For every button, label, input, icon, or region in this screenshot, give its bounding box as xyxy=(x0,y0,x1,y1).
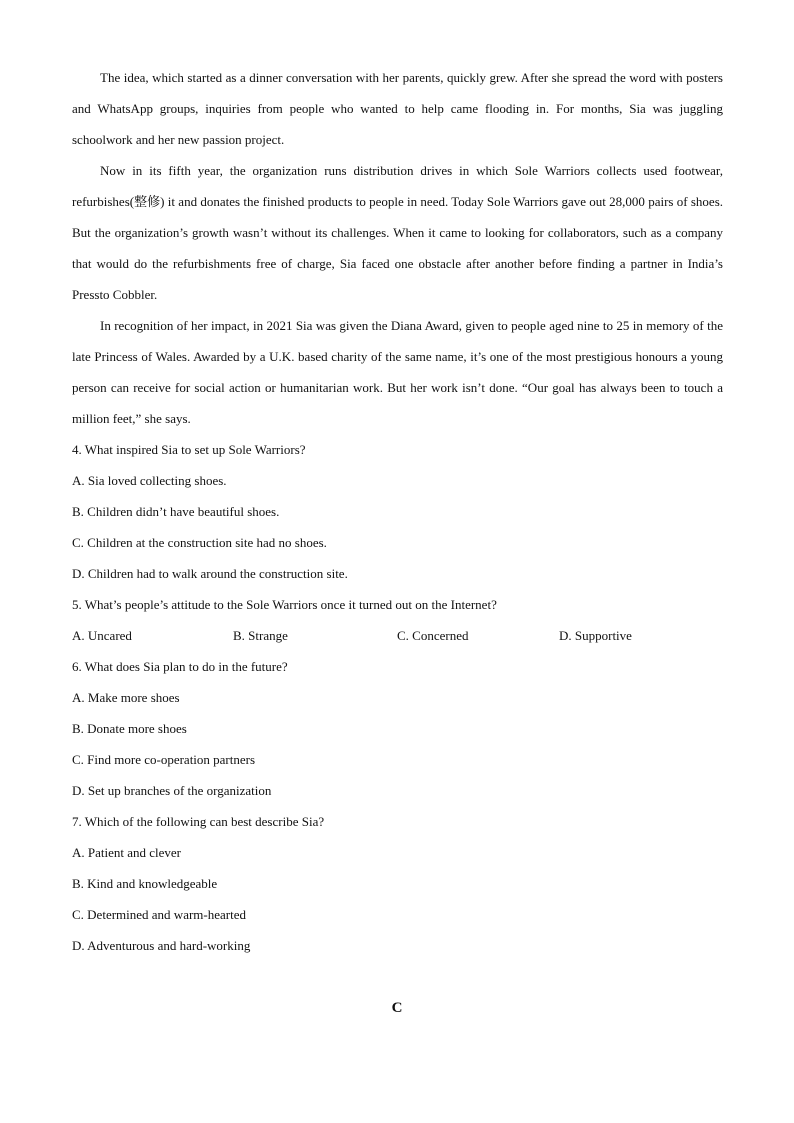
option: D. Children had to walk around the construction site. xyxy=(72,566,348,581)
section-heading: C xyxy=(391,1000,403,1016)
option: B. Strange xyxy=(233,628,288,643)
passage-paragraph-2: Now in its fifth year, the organization runs distribution drives in which Sole Warriors collects used footwear, refurbishes(整修) it and donates the finished products to people in need. Today Sole Warriors gave out 28,000 pairs of shoes. But the organization’s growth wasn’t without its challenges. When it came to looking for collaborators, such as a company that would do the refurbishments free of charge, Sia faced one obstacle after another before finding a partner in India’s Pressto Cobbler. xyxy=(72,163,723,302)
question-stem: 4. What inspired Sia to set up Sole Warriors? xyxy=(72,442,306,457)
option: D. Set up branches of the organization xyxy=(72,783,272,798)
option: A. Sia loved collecting shoes. xyxy=(72,473,227,488)
document-page xyxy=(72,62,723,961)
question-stem: 6. What does Sia plan to do in the future? xyxy=(72,659,288,674)
option: C. Determined and warm-hearted xyxy=(72,907,246,922)
option: C. Concerned xyxy=(397,628,469,643)
passage-paragraph-3: In recognition of her impact, in 2021 Sia was given the Diana Award, given to people aged nine to 25 in memory of the late Princess of Wales. Awarded by a U.K. based charity of the same name, it’s one of the most prestigious honours a young person can receive for social action or humanitarian work. But her work isn’t done. “Our goal has always been to touch a million feet,” she says. xyxy=(72,318,723,426)
option: A. Make more shoes xyxy=(72,690,180,705)
passage-paragraph-1: The idea, which started as a dinner conversation with her parents, quickly grew. After she spread the word with posters and WhatsApp groups, inquiries from people who wanted to help came flooding in. For months, Sia was juggling schoolwork and her new passion project. xyxy=(72,70,723,147)
option: D. Adventurous and hard-working xyxy=(72,938,251,953)
option: D. Supportive xyxy=(559,628,632,643)
question-7 xyxy=(72,806,723,961)
option: B. Donate more shoes xyxy=(72,721,187,736)
option: B. Children didn’t have beautiful shoes. xyxy=(72,504,280,519)
option: C. Children at the construction site had no shoes. xyxy=(72,535,327,550)
option: A. Uncared xyxy=(72,628,132,643)
option: A. Patient and clever xyxy=(72,845,182,860)
option: C. Find more co-operation partners xyxy=(72,752,256,767)
question-6 xyxy=(72,651,723,806)
question-stem: 7. Which of the following can best describe Sia? xyxy=(72,814,325,829)
question-4 xyxy=(72,434,723,589)
option: B. Kind and knowledgeable xyxy=(72,876,218,891)
question-stem: 5. What’s people’s attitude to the Sole Warriors once it turned out on the Internet? xyxy=(72,597,497,612)
options-row xyxy=(72,620,723,651)
question-5 xyxy=(72,589,723,651)
